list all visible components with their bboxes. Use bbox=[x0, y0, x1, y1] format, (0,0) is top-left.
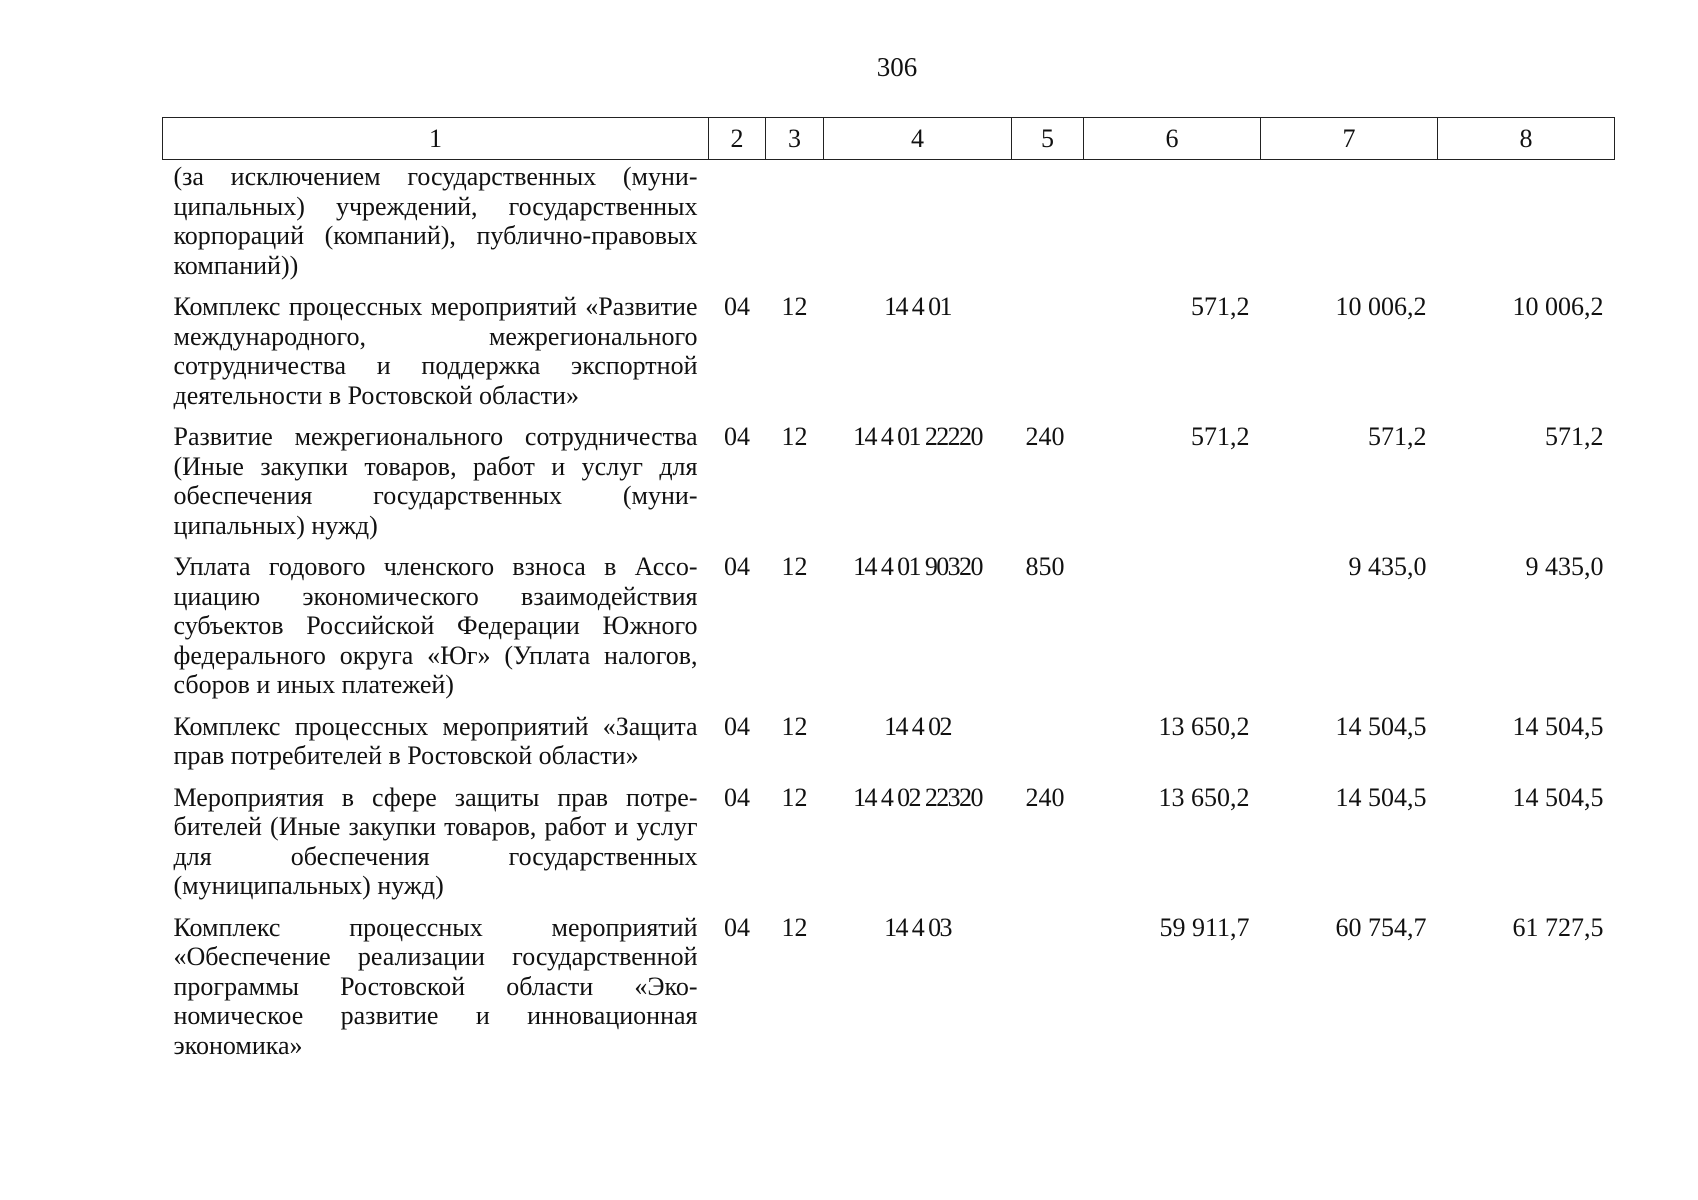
row-description: Комплекс процессных мероприятий «Защита прав потребителей в Ростовской области» bbox=[173, 711, 698, 770]
amount-col-7: 60 754,7 bbox=[1335, 912, 1427, 942]
subsection-code: 12 bbox=[781, 422, 808, 451]
amount-col-7: 9 435,0 bbox=[1348, 552, 1427, 581]
section-code: 04 bbox=[724, 292, 750, 321]
row-description: Развитие межрегионального сотрудничества (Иные закупки товаров, работ и услуг для обеспечения государственных (муниципальных) нужд) bbox=[173, 422, 698, 540]
column-header-4: 4 bbox=[824, 118, 1012, 160]
expense-type-code: 850 bbox=[1025, 552, 1065, 581]
expense-type-code: 240 bbox=[1025, 422, 1065, 451]
section-code: 04 bbox=[724, 711, 750, 741]
amount-col-8: 10 006,2 bbox=[1512, 292, 1604, 321]
section-code bbox=[709, 160, 766, 292]
amount-col-8: 14 504,5 bbox=[1512, 711, 1604, 741]
target-article-code: 14 4 02 bbox=[884, 711, 951, 741]
column-header-7: 7 bbox=[1261, 118, 1438, 160]
section-code: 04 bbox=[724, 912, 750, 942]
column-header-1: 1 bbox=[163, 118, 709, 160]
amount-col-8: 14 504,5 bbox=[1512, 782, 1604, 812]
target-article-code: 14 4 02 22320 bbox=[853, 782, 982, 812]
amount-col-7 bbox=[1261, 160, 1438, 292]
target-article-code: 14 4 01 bbox=[884, 292, 951, 321]
subsection-code: 12 bbox=[781, 711, 808, 741]
amount-col-6: 571,2 bbox=[1191, 292, 1250, 321]
table-row bbox=[163, 551, 1615, 711]
page-number: 306 bbox=[876, 52, 918, 82]
target-article-code: 14 4 03 bbox=[884, 912, 951, 942]
amount-col-6: 571,2 bbox=[1191, 422, 1250, 451]
row-description: Комплекс процессных мероприятий «Развитие международного, межрегионального сотрудничества и поддержка экспортной деятельности в Ростовской области» bbox=[173, 292, 698, 410]
amount-col-6: 59 911,7 bbox=[1159, 912, 1250, 942]
column-header-8: 8 bbox=[1438, 118, 1615, 160]
table-row bbox=[163, 160, 1615, 292]
section-code: 04 bbox=[724, 552, 750, 581]
table-row bbox=[163, 291, 1615, 421]
target-article-code: 14 4 01 90320 bbox=[853, 552, 982, 581]
budget-table bbox=[162, 117, 1615, 1071]
expense-type-code bbox=[1012, 291, 1084, 421]
column-header-3: 3 bbox=[766, 118, 824, 160]
row-description: Уплата годового членского взноса в Ассоциацию экономического взаимодействия субъектов Российской Федерации Южного федерального округа «Юг» (Уплата налогов, сборов и иных платежей) bbox=[173, 552, 698, 699]
table-row bbox=[163, 782, 1615, 912]
target-article-code: 14 4 01 22220 bbox=[853, 422, 982, 451]
expense-type-code: 240 bbox=[1025, 782, 1065, 812]
header-row bbox=[163, 118, 1615, 160]
subsection-code: 12 bbox=[781, 292, 808, 321]
expense-type-code bbox=[1012, 160, 1084, 292]
subsection-code: 12 bbox=[781, 912, 808, 942]
amount-col-7: 571,2 bbox=[1368, 422, 1427, 451]
column-header-2: 2 bbox=[709, 118, 766, 160]
table-row bbox=[163, 711, 1615, 782]
amount-col-8 bbox=[1438, 160, 1615, 292]
amount-col-7: 14 504,5 bbox=[1335, 782, 1427, 812]
amount-col-8: 9 435,0 bbox=[1525, 552, 1604, 581]
row-description: (за исключением государственных (муниципальных) учреждений, государственных корпораций (компаний), публично-правовых компаний)) bbox=[173, 162, 698, 280]
amount-col-8: 61 727,5 bbox=[1512, 912, 1604, 942]
expense-type-code bbox=[1012, 711, 1084, 782]
target-article-code bbox=[824, 160, 1012, 292]
column-header-6: 6 bbox=[1084, 118, 1261, 160]
expense-type-code bbox=[1012, 912, 1084, 1072]
section-code: 04 bbox=[724, 422, 750, 451]
section-code: 04 bbox=[724, 782, 750, 812]
amount-col-6: 13 650,2 bbox=[1158, 711, 1250, 741]
amount-col-7: 10 006,2 bbox=[1335, 292, 1427, 321]
amount-col-6 bbox=[1084, 551, 1261, 711]
amount-col-8: 571,2 bbox=[1545, 422, 1604, 451]
subsection-code bbox=[766, 160, 824, 292]
amount-col-6 bbox=[1084, 160, 1261, 292]
column-header-5: 5 bbox=[1012, 118, 1084, 160]
row-description: Комплекс процессных мероприятий «Обеспечение реализации государственной программы Ростовской области «Экономическое развитие и инновационная экономика» bbox=[173, 912, 698, 1060]
row-description: Мероприятия в сфере защиты прав потребителей (Иные закупки товаров, работ и услуг для обеспечения государственных (муниципальных) нужд) bbox=[173, 782, 698, 900]
subsection-code: 12 bbox=[781, 782, 808, 812]
subsection-code: 12 bbox=[781, 552, 808, 581]
amount-col-6: 13 650,2 bbox=[1158, 782, 1250, 812]
table-row bbox=[163, 421, 1615, 551]
table-row bbox=[163, 912, 1615, 1072]
amount-col-7: 14 504,5 bbox=[1335, 711, 1427, 741]
